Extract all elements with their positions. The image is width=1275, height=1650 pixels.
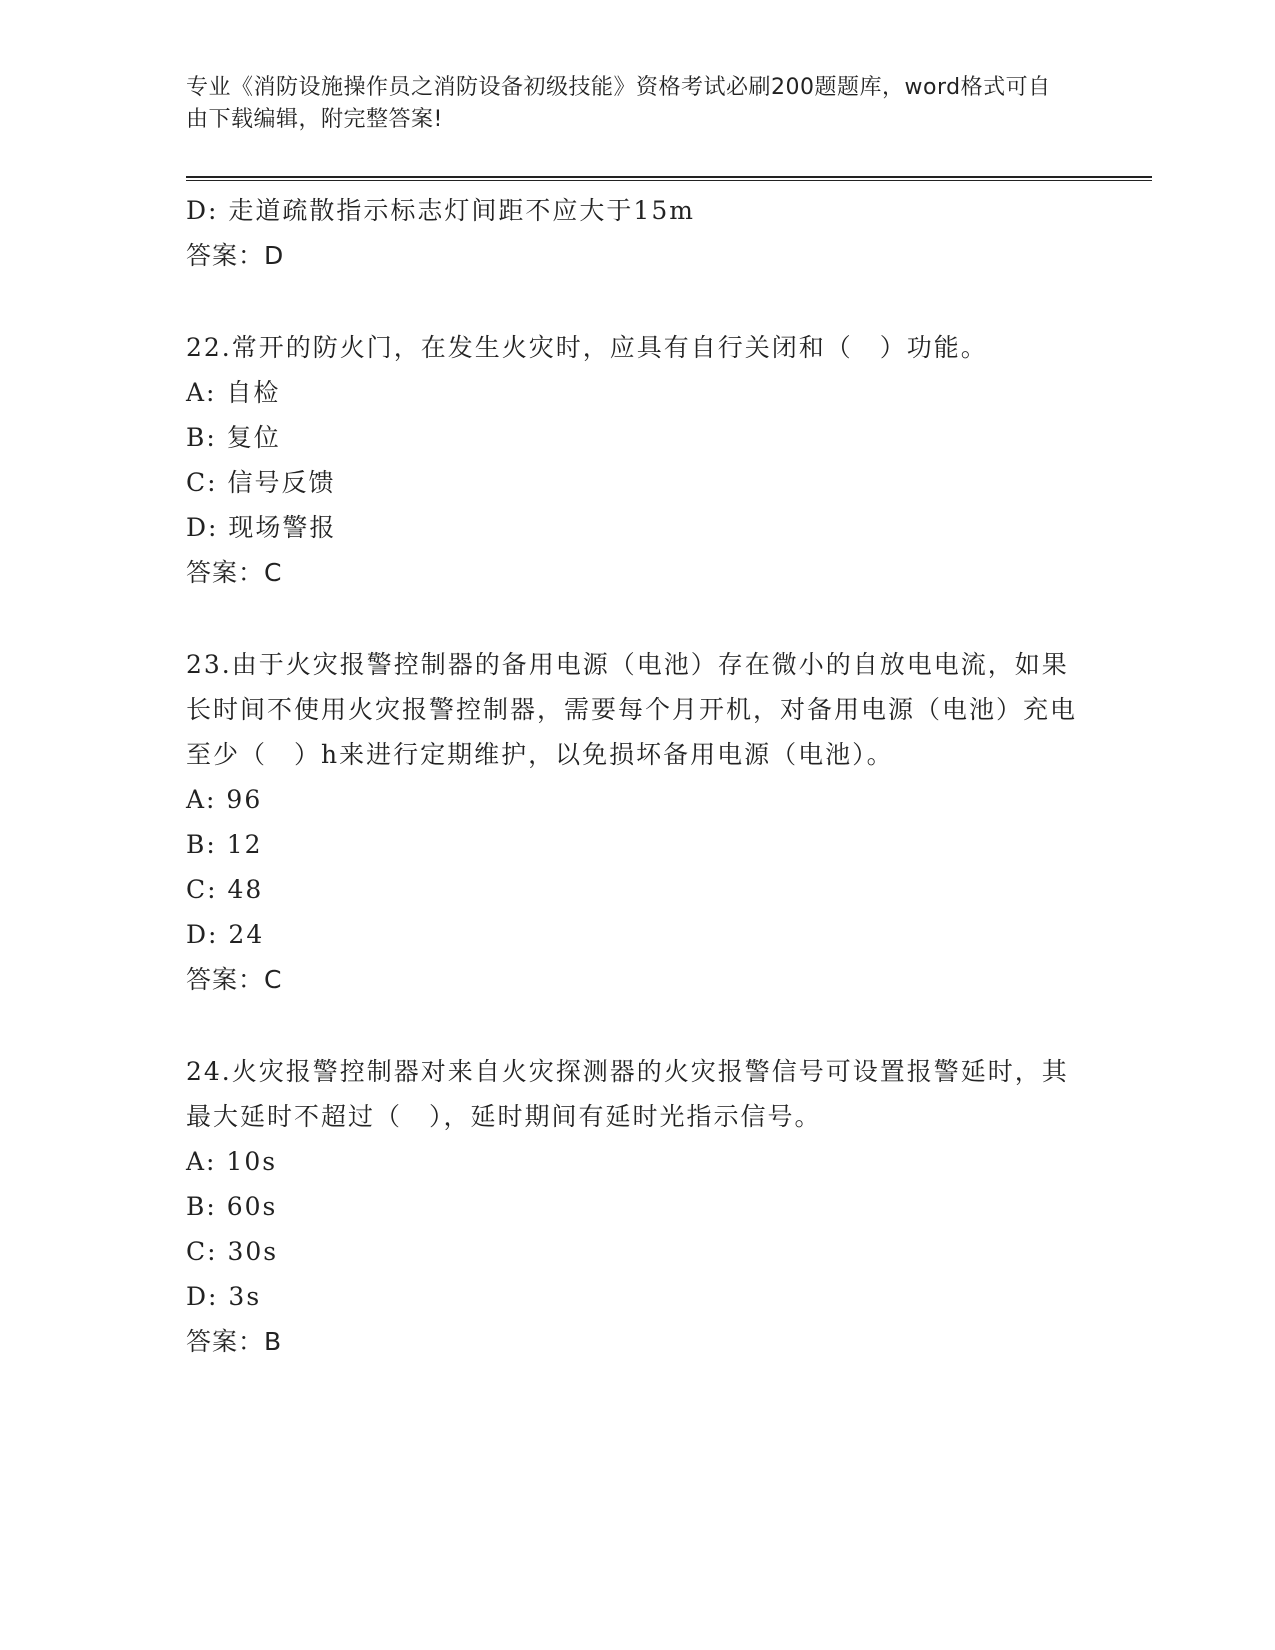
- document-header: 专业《消防设施操作员之消防设备初级技能》资格考试必刷200题题库，word格式可自由下载编辑，附完整答案!: [186, 75, 1051, 132]
- option-d: D: 走道疏散指示标志灯间距不应大于15m: [186, 196, 695, 225]
- option-d: D: 现场警报: [186, 513, 337, 542]
- option-d: D: 3s: [186, 1282, 262, 1311]
- question-stem: 24.火灾报警控制器对来自火灾探测器的火灾报警信号可设置报警延时，其最大延时不超过（ ），延时期间有延时光指示信号。: [186, 1057, 1069, 1131]
- answer-label: 答案：C: [186, 965, 283, 994]
- option-b: B: 12: [186, 830, 263, 859]
- option-b: B: 复位: [186, 423, 281, 452]
- option-d: D: 24: [186, 920, 265, 949]
- option-a: A: 10s: [186, 1147, 278, 1176]
- question-21-tail: [186, 188, 1086, 278]
- option-b: B: 60s: [186, 1192, 278, 1221]
- answer-label: 答案：B: [186, 1327, 283, 1356]
- answer-label: 答案：C: [186, 558, 283, 587]
- question-24: [186, 1049, 1086, 1364]
- option-a: A: 自检: [186, 378, 281, 407]
- option-c: C: 信号反馈: [186, 468, 336, 497]
- answer-label: 答案：D: [186, 241, 285, 270]
- header-divider: [186, 176, 1152, 181]
- question-stem: 22.常开的防火门，在发生火灾时，应具有自行关闭和（ ）功能。: [186, 333, 988, 362]
- question-stem: 23.由于火灾报警控制器的备用电源（电池）存在微小的自放电电流，如果长时间不使用火灾报警控制器，需要每个月开机，对备用电源（电池）充电至少（ ）h来进行定期维护，以免损坏备用电源（电池）。: [186, 650, 1078, 769]
- question-23: [186, 642, 1086, 1002]
- option-c: C: 30s: [186, 1237, 279, 1266]
- question-list: [186, 188, 1086, 1364]
- question-22: [186, 325, 1086, 595]
- option-c: C: 48: [186, 875, 264, 904]
- option-a: A: 96: [186, 785, 263, 814]
